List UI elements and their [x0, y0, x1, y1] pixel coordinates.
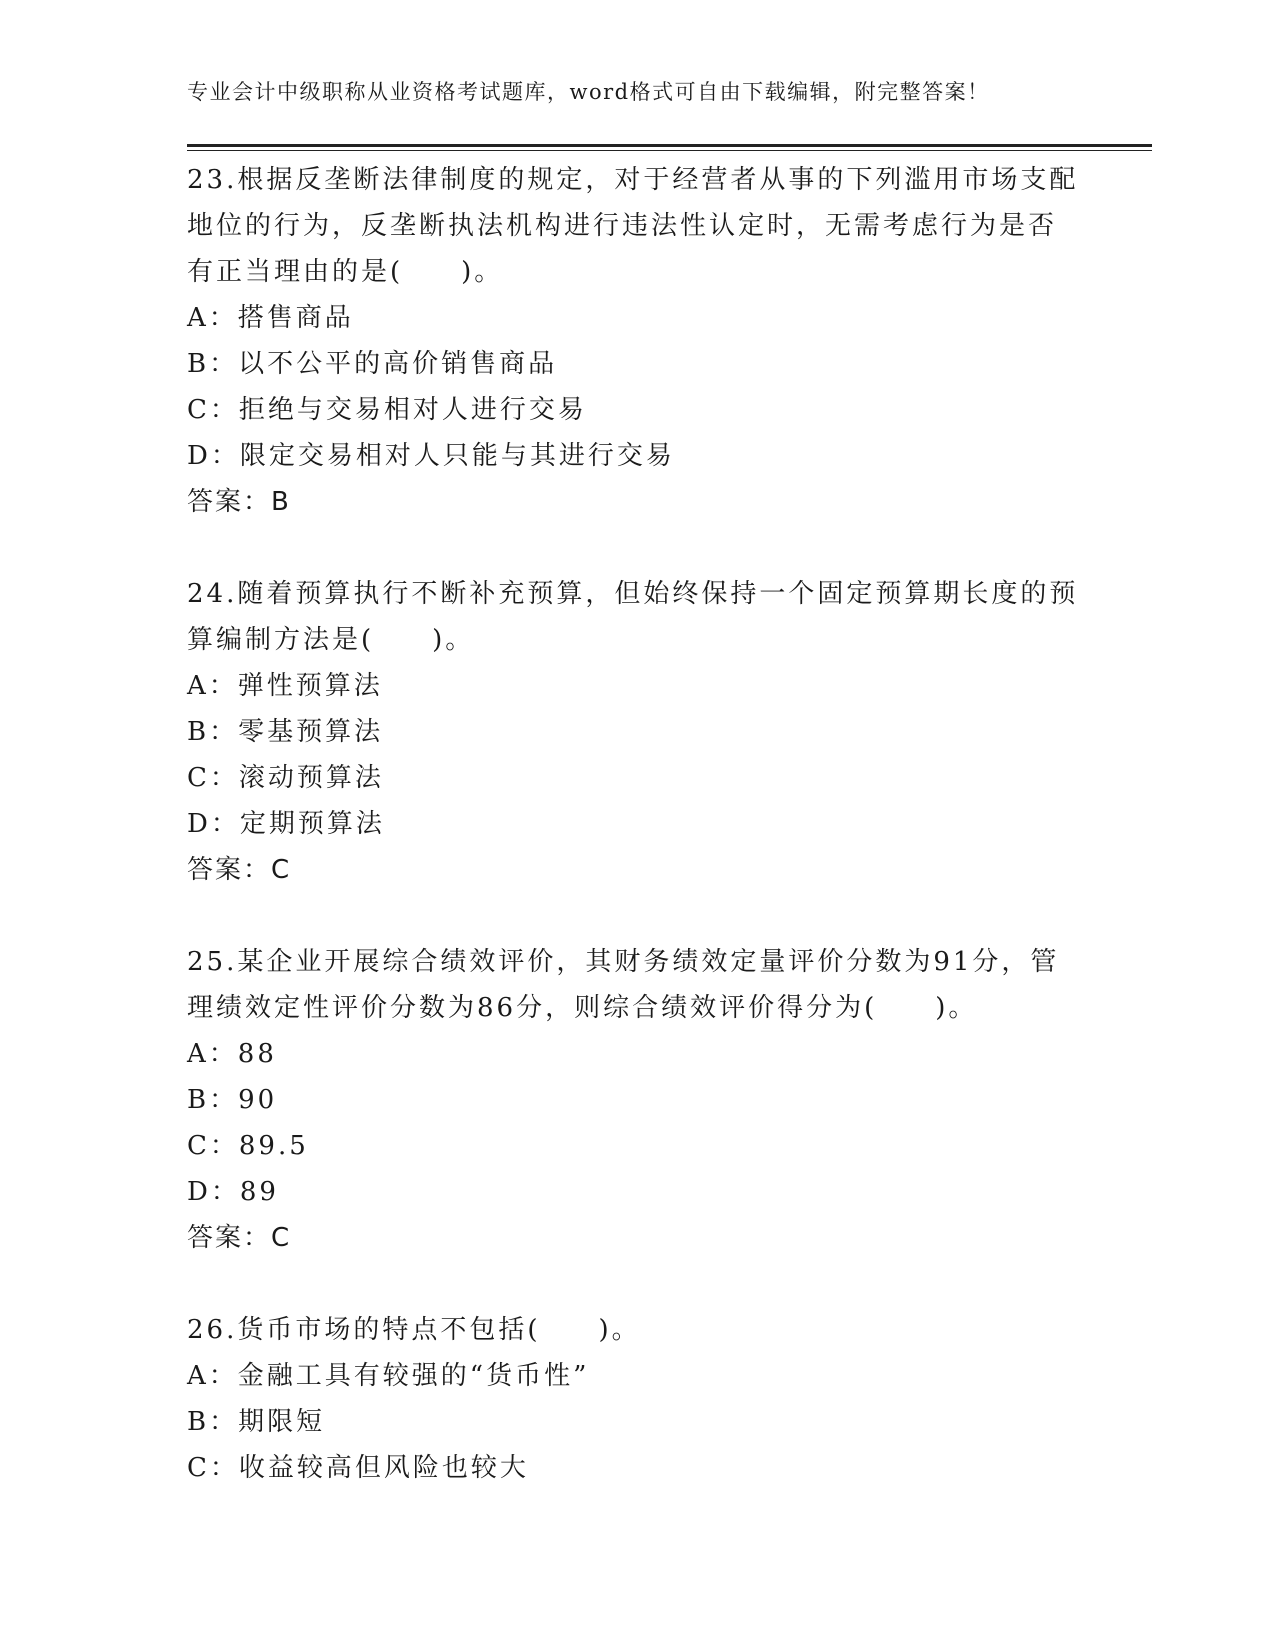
question-25 [187, 939, 1087, 1261]
question-stem-line: 24.随着预算执行不断补充预算，但始终保持一个固定预算期长度的预 [187, 579, 1079, 609]
option-a: A：金融工具有较强的“货币性” [187, 1361, 590, 1391]
option-c: C：89.5 [187, 1131, 309, 1161]
option-d: D：限定交易相对人只能与其进行交易 [187, 441, 675, 471]
question-stem-line: 26.货币市场的特点不包括( )。 [187, 1315, 641, 1345]
question-stem-line: 25.某企业开展综合绩效评价，其财务绩效定量评价分数为91分，管 [187, 947, 1060, 977]
option-b: B：期限短 [187, 1407, 326, 1437]
question-24 [187, 571, 1087, 893]
question-stem-line: 有正当理由的是( )。 [187, 257, 504, 287]
option-b: B：以不公平的高价销售商品 [187, 349, 558, 379]
option-a: A：弹性预算法 [187, 671, 383, 701]
question-stem-line: 理绩效定性评价分数为86分，则综合绩效评价得分为( )。 [187, 993, 978, 1023]
answer: 答案：C [187, 1223, 292, 1253]
answer: 答案：C [187, 855, 292, 885]
option-d: D：89 [187, 1177, 279, 1207]
answer: 答案：B [187, 487, 291, 517]
option-c: C：拒绝与交易相对人进行交易 [187, 395, 587, 425]
question-list [187, 157, 1087, 1537]
option-a: A：搭售商品 [187, 303, 354, 333]
header-rule-thin [187, 150, 1152, 151]
question-26 [187, 1307, 1087, 1491]
question-stem-line: 23.根据反垄断法律制度的规定，对于经营者从事的下列滥用市场支配 [187, 165, 1079, 195]
header-rule-thick [187, 144, 1152, 147]
option-a: A：88 [187, 1039, 277, 1069]
option-b: B：零基预算法 [187, 717, 384, 747]
option-c: C：滚动预算法 [187, 763, 384, 793]
page-header: 专业会计中级职称从业资格考试题库，word格式可自由下载编辑，附完整答案！ [187, 80, 990, 104]
option-c: C：收益较高但风险也较大 [187, 1453, 529, 1483]
option-b: B：90 [187, 1085, 278, 1115]
question-stem-line: 算编制方法是( )。 [187, 625, 475, 655]
question-23 [187, 157, 1087, 525]
option-d: D：定期预算法 [187, 809, 385, 839]
question-stem-line: 地位的行为，反垄断执法机构进行违法性认定时，无需考虑行为是否 [187, 211, 1058, 241]
